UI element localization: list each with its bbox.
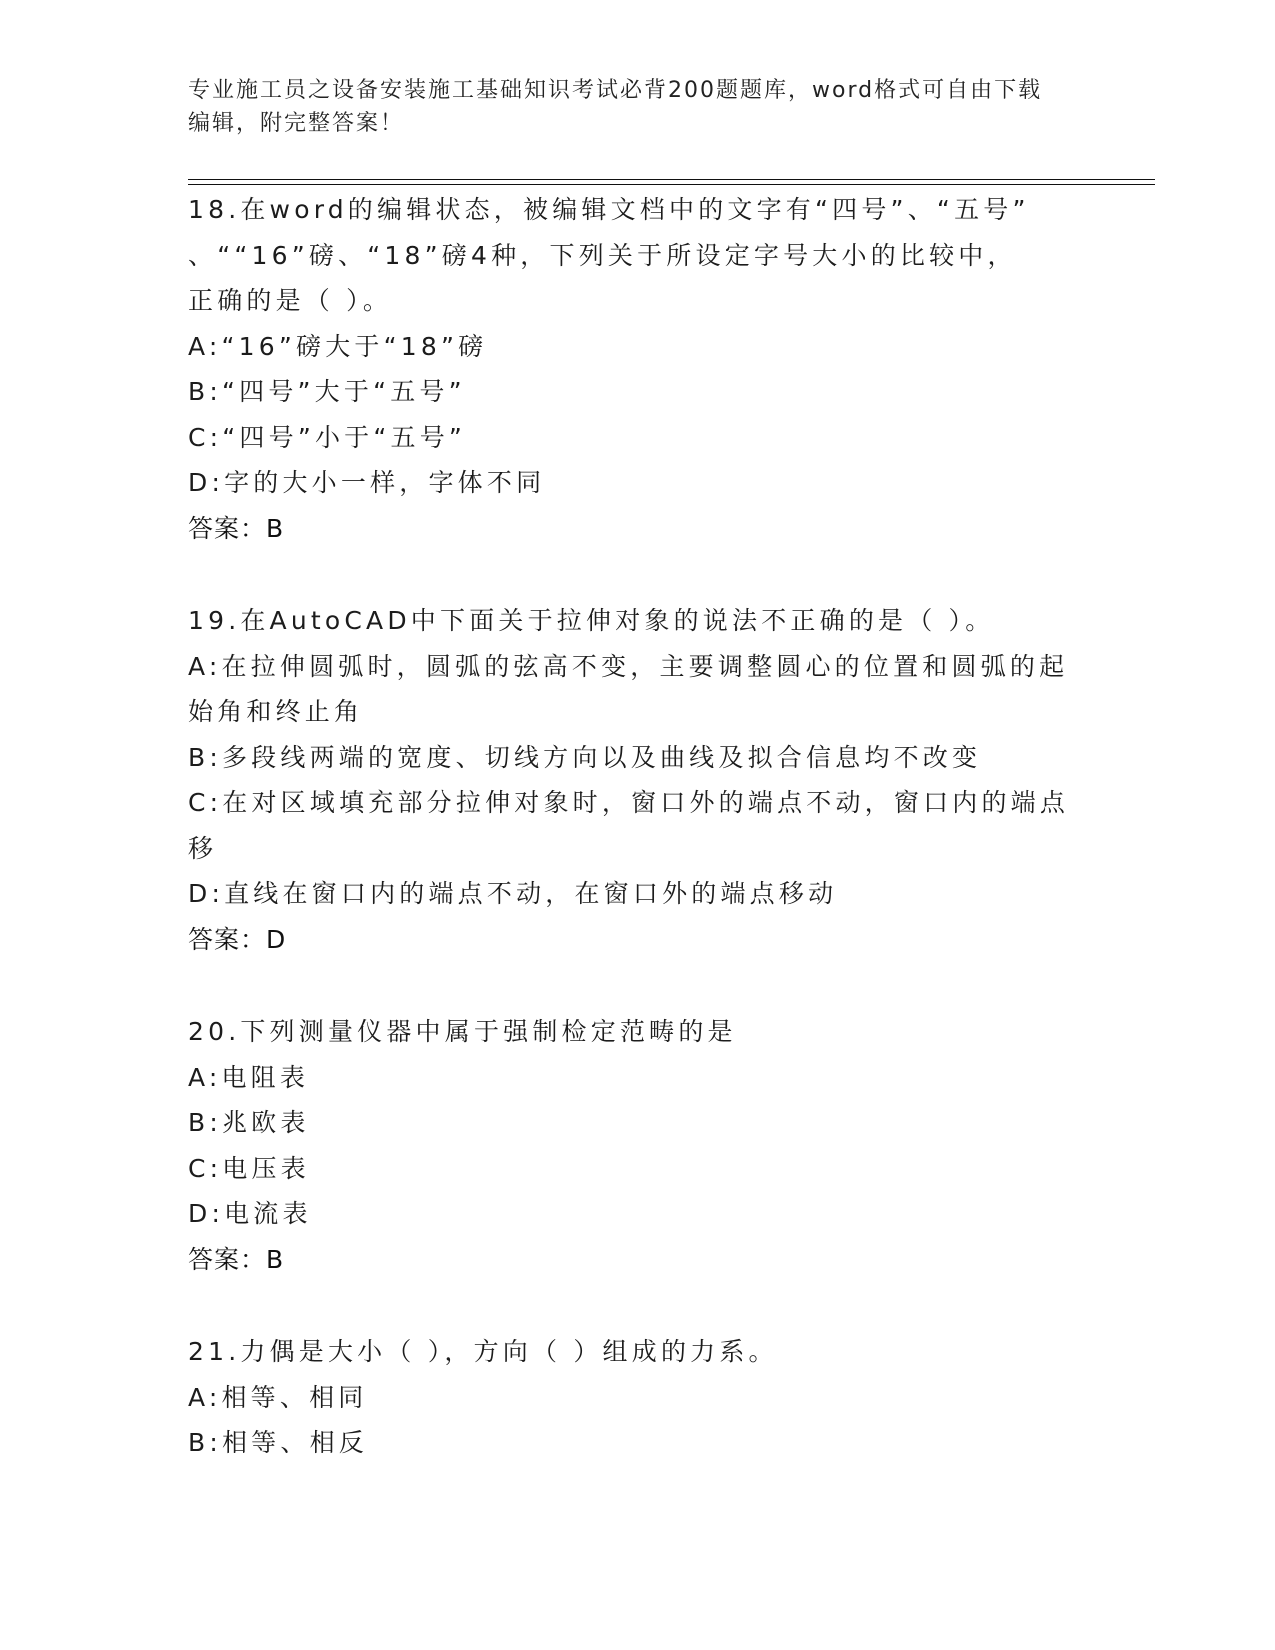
option-d: D:直线在窗口内的端点不动，在窗口外的端点移动: [188, 879, 838, 908]
header-line-1: 专业施工员之设备安装施工基础知识考试必背200题题库，word格式可自由下载: [188, 78, 1043, 103]
option-a: A:相等、相同: [188, 1382, 368, 1412]
question-stem-line: 20.下列测量仪器中属于强制检定范畴的是: [188, 1017, 737, 1046]
question-21: [188, 1329, 1088, 1466]
question-stem-line: 18.在word的编辑状态，被编辑文档中的文字有“四号”、“五号”: [188, 195, 1030, 224]
option-a: A:在拉伸圆弧时，圆弧的弦高不变，主要调整圆心的位置和圆弧的起: [188, 651, 1069, 681]
header-divider-top: [188, 179, 1155, 180]
option-c: C:在对区域填充部分拉伸对象时，窗口外的端点不动，窗口内的端点: [188, 788, 1070, 817]
option-d: D:电流表: [188, 1199, 312, 1228]
question-list: [188, 187, 1088, 1513]
option-b: B:兆欧表: [188, 1108, 310, 1137]
document-header: [188, 74, 1068, 140]
question-19: [188, 598, 1088, 962]
question-stem-line: 19.在AutoCAD中下面关于拉伸对象的说法不正确的是（ ）。: [188, 606, 995, 635]
question-20: [188, 1009, 1088, 1282]
answer-line: 答案：B: [188, 513, 285, 543]
question-stem-line: 正确的是（ ）。: [188, 286, 393, 315]
header-divider-bottom: [188, 184, 1155, 185]
option-b: B:相等、相反: [188, 1428, 368, 1457]
option-a: A:“16”磅大于“18”磅: [188, 331, 488, 361]
option-c-continued: 移: [188, 833, 218, 863]
question-stem-line: 、““16”磅、“18”磅4种，下列关于所设定字号大小的比较中，: [188, 240, 1017, 270]
option-b: B:“四号”大于“五号”: [188, 377, 466, 406]
question-18: [188, 187, 1088, 551]
option-d: D:字的大小一样，字体不同: [188, 468, 546, 497]
answer-line: 答案：D: [188, 924, 287, 954]
option-c: C:电压表: [188, 1153, 310, 1183]
answer-line: 答案：B: [188, 1244, 285, 1274]
option-b: B:多段线两端的宽度、切线方向以及曲线及拟合信息均不改变: [188, 742, 982, 772]
option-c: C:“四号”小于“五号”: [188, 422, 467, 452]
question-stem-line: 21.力偶是大小（ ），方向（ ）组成的力系。: [188, 1337, 778, 1366]
option-a: A:电阻表: [188, 1062, 310, 1092]
option-a-continued: 始角和终止角: [188, 697, 364, 726]
header-line-2: 编辑，附完整答案！: [188, 111, 405, 136]
